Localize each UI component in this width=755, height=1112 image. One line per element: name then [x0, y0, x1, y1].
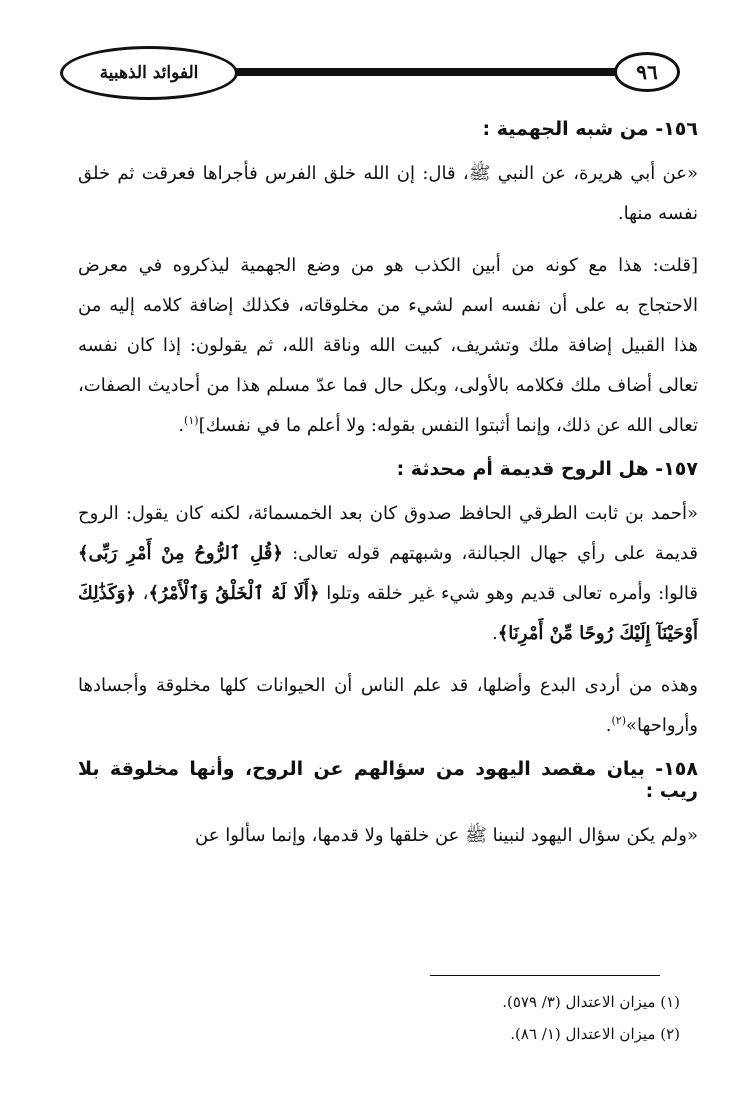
paragraph-157-1-end: . — [491, 623, 498, 644]
page-header — [60, 46, 680, 104]
section-heading-156: ١٥٦- من شبه الجهمية : — [482, 118, 698, 140]
footnote-1: (١) ميزان الاعتدال (٣/ ٥٧٩). — [502, 993, 680, 1011]
footnote-2: (٢) ميزان الاعتدال (١/ ٨٦). — [510, 1025, 680, 1043]
paragraph-157-2-end: . — [605, 715, 612, 736]
paragraph-157-2-text: وهذه من أردى البدع وأضلها، قد علم الناس أن الحيوانات كلها مخلوقة وأجسادها وأرواحها» — [78, 675, 698, 736]
section-heading-158: ١٥٨- بيان مقصد اليهود من سؤالهم عن الروح، وأنها مخلوقة بلا ريب : — [78, 758, 698, 802]
footnote-separator — [430, 975, 660, 976]
footnote-ref-2: (٢) — [611, 714, 626, 727]
paragraph-157-1-text-b: قالوا: وأمره تعالى قديم وهو شيء غير خلقه وتلوا — [319, 583, 699, 604]
section-heading-157: ١٥٧- هل الروح قديمة أم محدثة : — [396, 458, 698, 480]
page-number: ٩٦ — [636, 60, 658, 84]
paragraph-156-2-text: [قلت: هذا مع كونه من أبين الكذب هو من وضع الجهمية ليذكروه في معرض الاحتجاج به على أن نفسه اسم لشيء من مخلوقاته، فكذلك إضافة كلامه إليه من هذا القبيل إضافة ملك وتشريف، كبيت الله وناقة الله، ثم يقولون: إذا كان نفسه تعالى أضاف ملك فكلامه بالأولى، وبكل حال فما عدّ مسلم هذا من أحاديث الصفات، تعالى الله عن ذلك، وإنما أثبتوا النفس بقوله: ولا أعلم ما في نفسك] — [78, 255, 698, 436]
book-title: الفوائد الذهبية — [99, 63, 199, 83]
paragraph-156-1: «عن أبي هريرة، عن النبي ﷺ، قال: إن الله خلق الفرس فأجراها فعرقت ثم خلق نفسه منها. — [78, 163, 698, 224]
quran-verse-1: ﴿قُلِ ٱلرُّوحُ مِنْ أَمْرِ رَبِّى﴾ — [78, 543, 283, 564]
paragraph-158-1: «ولم يكن سؤال اليهود لنبينا ﷺ عن خلقها ولا قدمها، وإنما سألوا عن — [195, 825, 698, 846]
paragraph-157-1-text-a: «أحمد بن ثابت الطرقي الحافظ صدوق كان بعد الخمسمائة، لكنه كان يقول: الروح قديمة على رأي جهال الجبالنة، وشبهتهم قوله تعالى: — [78, 503, 698, 564]
paragraph-156-2: [قلت: هذا مع كونه من أبين الكذب هو من وضع الجهمية ليذكروه في معرض الاحتجاج به على أن نفسه اسم لشيء من مخلوقاته، فكذلك إضافة كلامه إليه من هذا القبيل إضافة ملك وتشريف، كبيت الله وناقة الله، ثم يقولون: إذا كان نفسه تعالى أضاف ملك فكلامه بالأولى، وبكل حال فما عدّ مسلم هذا من أحاديث الصفات، تعالى الله عن ذلك، وإنما أثبتوا النفس بقوله: ولا أعلم ما في نفسك]$^{(١)}$. — [78, 255, 698, 436]
paragraph-157-1 — [78, 494, 698, 654]
verse-separator: ، — [135, 583, 149, 604]
page-number-oval — [614, 52, 680, 92]
main-text — [78, 110, 698, 868]
book-title-oval — [60, 46, 238, 100]
quran-verse-2: ﴿أَلَا لَهُ ٱلْخَلْقُ وَٱلْأَمْرُ﴾ — [148, 583, 320, 604]
footnotes — [300, 986, 680, 1050]
header-rule — [230, 68, 620, 76]
footnote-ref-1: (١) — [184, 414, 199, 427]
quran-verse-3: ﴿وَكَذَٰلِكَ أَوْحَيْنَآ إِلَيْكَ رُوحًا مِّنْ أَمْرِنَا﴾ — [78, 583, 698, 644]
paragraph-157-2 — [78, 666, 698, 746]
